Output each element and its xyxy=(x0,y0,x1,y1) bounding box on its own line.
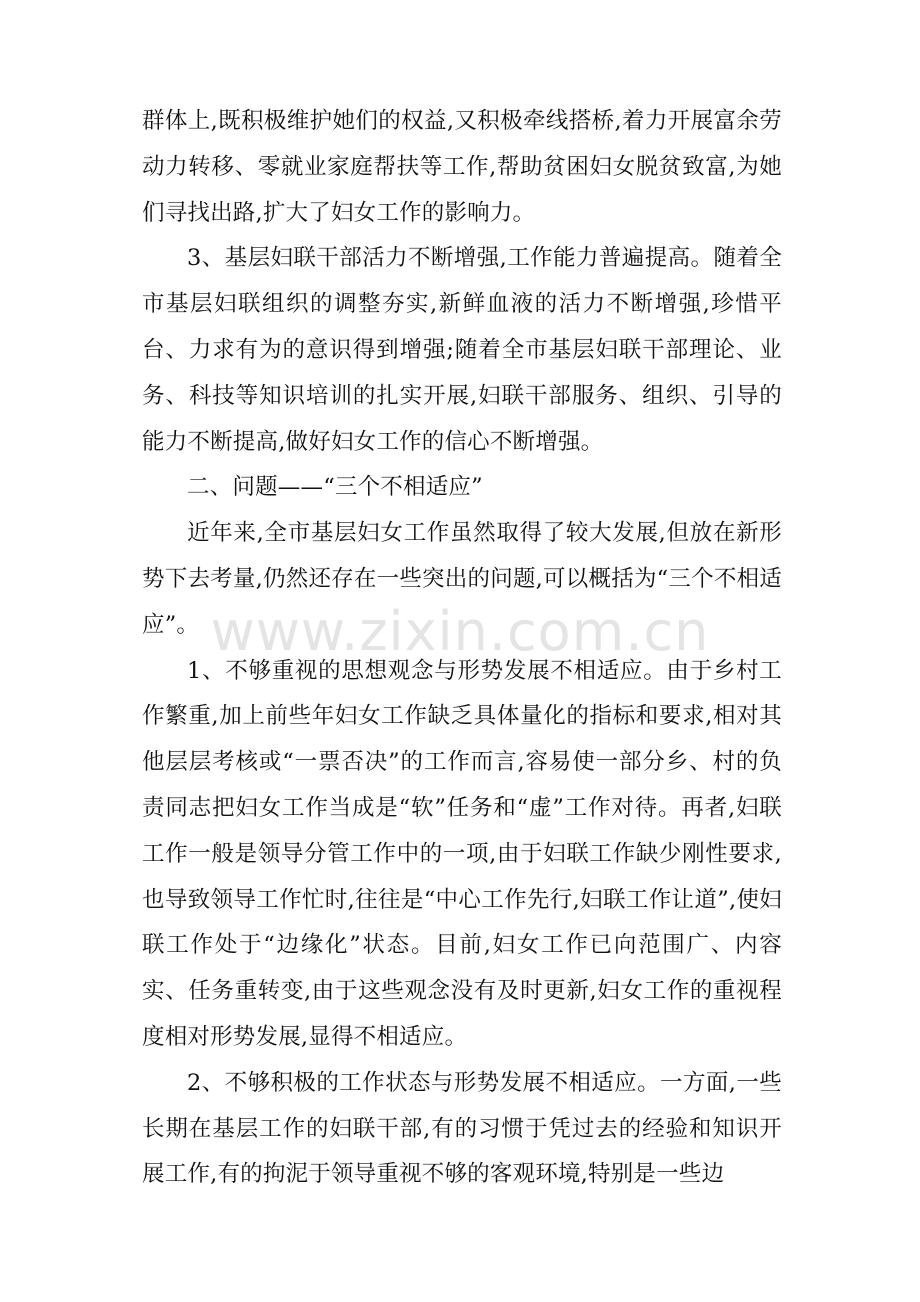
section-heading-problems: 二、问题——“三个不相适应” xyxy=(187,474,483,501)
watermark: www.zixin.com.cn xyxy=(210,600,710,663)
paragraph-point-1: 1、不够重视的思想观念与形势发展不相适应。由于乡村工作繁重,加上前些年妇女工作缺乏具体量化的指标和要求,相对其他层层考核或“一票否决”的工作而言,容易使一部分乡、村的负责同志把妇女工作当成是“软”任务和“虚”工作对待。再者,妇联工作一般是领导分管工作中的一项,由于妇联工作缺少刚性要求,也导致领导工作忙时,往往是“中心工作先行,妇联工作让道”,使妇联工作处于“边缘化”状态。目前,妇女工作已向范围广、内容实、任务重转变,由于这些观念没有及时更新,妇女工作的重视程度相对形势发展,显得不相适应。 xyxy=(142,657,782,1050)
paragraph-point-2: 2、不够积极的工作状态与形势发展不相适应。一方面,一些长期在基层工作的妇联干部,有的习惯于凭过去的经验和知识开展工作,有的拘泥于领导重视不够的客观环境,特别是一些边 xyxy=(142,1069,782,1188)
paragraph-continuation: 群体上,既积极维护她们的权益,又积极牵线搭桥,着力开展富余劳动力转移、零就业家庭帮扶等工作,帮助贫困妇女脱贫致富,为她们寻找出路,扩大了妇女工作的影响力。 xyxy=(142,108,782,226)
paragraph-intro: 近年来,全市基层妇女工作虽然取得了较大发展,但放在新形势下去考量,仍然还存在一些突出的问题,可以概括为“三个不相适应”。 xyxy=(142,520,782,638)
document-page xyxy=(142,99,782,1198)
paragraph-point-3: 3、基层妇联干部活力不断增强,工作能力普遍提高。随着全市基层妇联组织的调整夯实,新鲜血液的活力不断增强,珍惜平台、力求有为的意识得到增强;随着全市基层妇联干部理论、业务、科技等知识培训的扎实开展,妇联干部服务、组织、引导的能力不断提高,做好妇女工作的信心不断增强。 xyxy=(142,245,782,455)
